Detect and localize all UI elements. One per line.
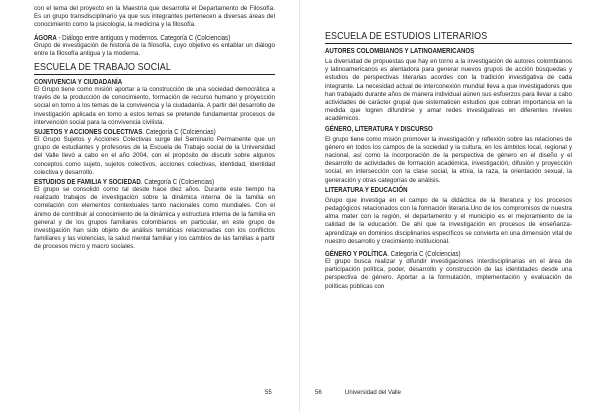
politica-heading-bold: GÉNERO Y POLÍTICA	[325, 249, 388, 259]
autores-heading: AUTORES COLOMBIANOS Y LATINOAMERICANOS	[325, 46, 475, 55]
sujetos-paragraph: El Grupo Sujetos y Acciones Colectivas surge del Seminario Permanente que un grupo de estudiantes y profesores de la Escuela de Trabajo social de la Universidad del Valle llevó a cabo en el año 2004, con el propósito de discutir sobre algunos conceptos como sujeto, sujetos colectivos, acciones colectivas, identidad, identidad colectiva y desarrollo.	[34, 136, 275, 176]
section-rule	[34, 74, 275, 75]
familia-heading-bold: ESTUDIOS DE FAMILIA Y SOCIEDAD	[34, 177, 141, 187]
autores-paragraph: La diversidad de propuestas que hay en torno a la investigación de autores colombianos y latinoamericanos es alentadora para generar nuevos grupos de acción búsquedas y estudios de perspectivas literarias acordes con la tradición investigativa de cada integrante. La necesidad actual de interconexión mundial lleva a que investigadores que han trabajado durante años de manera individual aúnen sus esfuerzos para llevar a cabo actividades de carácter grupal que sistematicen estudios que cobran importancia en la medida que logren difundirse y amar redes investigativas en diferentes niveles académicos.	[325, 58, 572, 123]
sujetos-heading-bold: SUJETOS Y ACCIONES COLECTIVAS	[34, 127, 143, 137]
familia-heading	[34, 177, 239, 186]
literatura-heading: LITERATURA Y EDUCACIÓN	[325, 184, 408, 194]
agora-heading	[34, 33, 239, 42]
politica-heading	[325, 249, 535, 258]
intro-paragraph: con el tema del proyecto en la Maestría que desarrolla el Departamento de Filosofía. Es un grupo transdisciplinario ya que sus integrantes pertenecen a diversas áreas del conocimiento como la psicología, la medicina y la filosofía.	[34, 5, 275, 29]
convivencia-heading: CONVIVENCIA Y CIUDADANÍA	[34, 77, 123, 87]
section-title-trabajo-social: ESCUELA DE TRABAJO SOCIAL	[34, 61, 171, 74]
sujetos-heading	[34, 127, 239, 136]
sujetos-heading-rest: . Categoría C (Colciencias)	[142, 127, 216, 137]
section-title-estudios-literarios: ESCUELA DE ESTUDIOS LITERARIOS	[325, 30, 488, 42]
agora-heading-bold: ÁGORA	[34, 32, 57, 42]
agora-paragraph: Grupo de investigación de historia de la filosofía, cuyo objetivo es entablar un diálogo entre la filosofía antigua y la moderna.	[34, 41, 275, 57]
literatura-paragraph: Grupo que investiga en el campo de la didáctica de la literatura y los procesos pedagógicos relacionados con la formación literaria.Uno de los compromisos de nuestra alma mater con la región, el departamento y el municipio es el mejoramiento de la calidad de la educación. De ahí que la investigación en procesos de enseñanza-aprendizaje en dominios disciplinarios específicos se convierta en una dimensión vital de nuestro desarrollo y crecimiento institucional.	[325, 196, 572, 245]
right-column	[325, 30, 572, 291]
politica-heading-rest: . Categoría C (Colciencias)	[387, 249, 461, 259]
agora-heading-rest: - Diálogo entre antiguos y modernos. Categoría C (Colciencias)	[56, 32, 231, 42]
left-column	[34, 5, 275, 252]
right-page	[300, 0, 600, 412]
politica-paragraph: El grupo busca realizar y difundir investigaciones interdisciplinarias en el área de participación política, poder, desarrollo y construcción de las identidades desde una perspectiva de género. Aportar a la formulación, implementación y evaluación de políticas públicas con	[325, 258, 572, 290]
page-number-left: 55	[265, 390, 272, 396]
convivencia-paragraph: El Grupo tiene como misión aportar a la construcción de una sociedad democrática a través de la producción de conocimiento, formación de recurso humano y proyección social en torno a los temas de la convivencia y la ciudadanía. A partir del desarrollo de investigación aplicada en torno a estos temas se pretende fundamentar procesos de intervención social para la convivencia civilista.	[34, 86, 275, 126]
familia-heading-rest: . Categoría C (Colciencias)	[140, 177, 215, 187]
page-number-right: 56	[315, 390, 322, 396]
familia-paragraph: El grupo se consolidó como tal desde hace diez años. Durante este tiempo ha realizado trabajos de investigación sobre la dinámica interna de la familia en correlación con elementos contextuales tanto nacionales como mundiales. Con el ánimo de contribuir al conocimiento de la dinámica y estructura interna de la familia en general y de los grupos familiares colombianos en particular, en este grupo de investigación han sido objeto de análisis temáticas relacionadas con los conflictos familiares y las violencias, la salud mental familiar y los cambios de las familias a partir de procesos micro y macro sociales.	[34, 186, 275, 251]
footer-university: Universidad del Valle	[345, 390, 401, 396]
genero-paragraph: El grupo tiene como misión promover la investigación y reflexión sobre las relaciones de género en todos los campos de la sociedad y la cultura, en los ámbitos local, regional y nacional, así como la incorporación de la perspectiva de género en el diseño y el desarrollo de actividades de formación académica, investigación, difusión y proyección social, en intersección con la clase social, la etnia, la raza, la orientación sexual, la generación y otras categorías de análisis.	[325, 135, 572, 184]
section-rule	[325, 43, 572, 44]
genero-heading: GÉNERO, LITERATURA Y DISCURSO	[325, 123, 433, 133]
